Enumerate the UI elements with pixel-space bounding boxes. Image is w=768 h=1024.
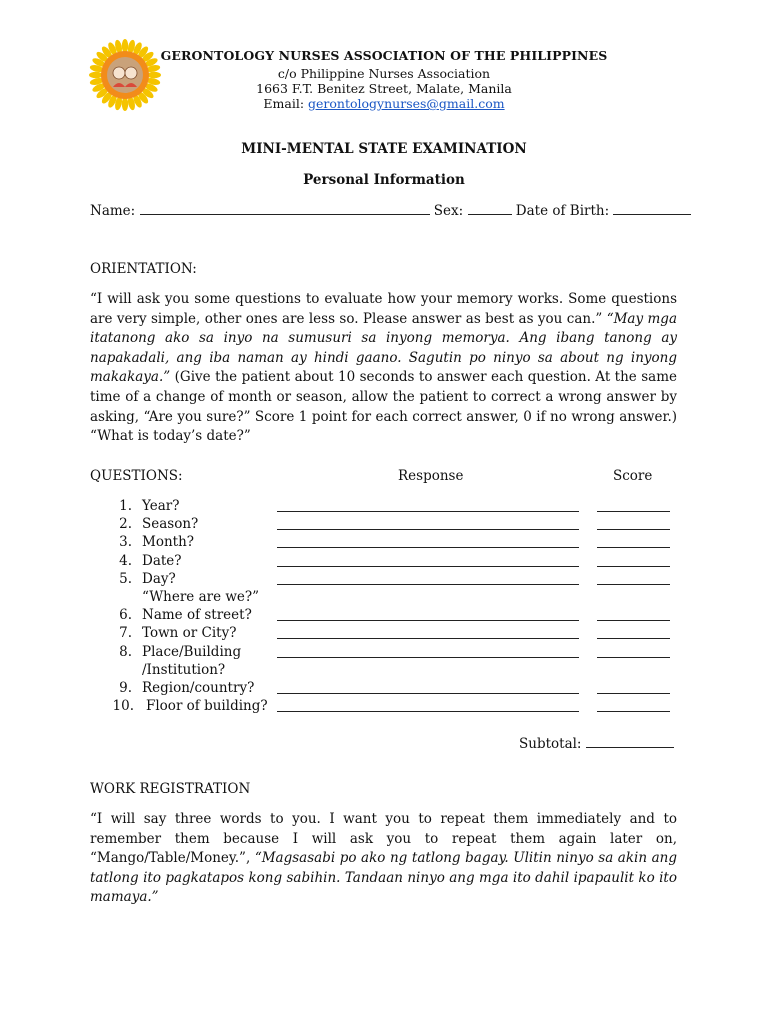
response-field[interactable] — [277, 692, 579, 694]
score-field[interactable] — [597, 656, 670, 658]
registration-intro-filipino: “Magsasabi po ako ng tatlong bagay. Ulitin ninyo sa akin ang tatlong ito pagkatapos kong sabihin. Tandaan ninyo ang mga ito dahil ipapaulit ko ito mamaya.” — [90, 850, 678, 906]
question-text: Season? — [142, 516, 199, 532]
document-title: MINI-MENTAL STATE EXAMINATION — [241, 141, 527, 157]
score-field[interactable] — [597, 546, 670, 548]
score-field[interactable] — [597, 619, 670, 621]
orientation-instructions: (Give the patient about 10 seconds to answer each question. At the same time of a change of month or season, allow the patient to correct a wrong answer by asking, “Are you sure?” Score 1 point for each correct answer, 0 if no wrong answer.) “What is today’s date?” — [90, 369, 677, 445]
question-number: 4. — [119, 553, 132, 569]
response-field[interactable] — [277, 710, 579, 712]
question-text: Year? — [142, 498, 180, 514]
question-number: 7. — [119, 625, 132, 641]
question-text: Date? — [142, 553, 182, 569]
sex-field[interactable] — [468, 201, 512, 215]
email-label: Email: — [263, 96, 309, 111]
registration-intro-english: “I will say three words to you. I want you to repeat them immediately and to remember them because I will ask you to repeat them again later on, “Mango/Table/Money.”, — [90, 811, 677, 867]
response-field[interactable] — [277, 528, 579, 530]
response-field[interactable] — [277, 656, 579, 658]
question-text: Place/Building — [142, 644, 242, 660]
sex-label: Sex: — [433, 203, 464, 219]
questions-heading: QUESTIONS: — [90, 468, 183, 484]
question-number: 2. — [119, 516, 132, 532]
personal-info-row — [90, 201, 691, 219]
subtotal-label: Subtotal: — [519, 736, 582, 752]
registration-heading: WORK REGISTRATION — [90, 781, 251, 797]
dob-field[interactable] — [613, 201, 691, 215]
care-of-line: c/o Philippine Nurses Association — [277, 66, 491, 81]
registration-paragraph — [90, 810, 677, 908]
question-text: Region/country? — [142, 680, 255, 696]
response-field[interactable] — [277, 565, 579, 567]
question-text: Floor of building? — [146, 698, 268, 714]
score-field[interactable] — [597, 692, 670, 694]
question-number: 3. — [119, 534, 132, 550]
score-column-header: Score — [613, 468, 653, 484]
orientation-intro-english: “I will ask you some questions to evaluate how your memory works. Some questions are very simple, other ones are less so. Please answer as best as you can.” — [90, 291, 677, 327]
organization-name: GERONTOLOGY NURSES ASSOCIATION OF THE PHILIPPINES — [160, 48, 608, 63]
question-number: 8. — [119, 644, 132, 660]
email-link[interactable]: gerontologynurses@gmail.com — [308, 96, 505, 111]
address-line: 1663 F.T. Benitez Street, Malate, Manila — [256, 81, 512, 96]
question-text: Name of street? — [142, 607, 252, 623]
question-text: Month? — [142, 534, 195, 550]
subtotal-field[interactable] — [586, 734, 674, 748]
response-column-header: Response — [398, 468, 464, 484]
question-number: 9. — [119, 680, 132, 696]
question-text: /Institution? — [142, 662, 226, 678]
orientation-heading: ORIENTATION: — [90, 261, 197, 277]
score-field[interactable] — [597, 637, 670, 639]
response-field[interactable] — [277, 546, 579, 548]
response-field[interactable] — [277, 583, 579, 585]
email-line — [0, 96, 768, 111]
score-field[interactable] — [597, 583, 670, 585]
question-text: “Where are we?” — [142, 589, 260, 605]
score-field[interactable] — [597, 528, 670, 530]
question-text: Town or City? — [142, 625, 237, 641]
section-subtitle: Personal Information — [303, 172, 465, 188]
name-label: Name: — [90, 203, 136, 219]
response-field[interactable] — [277, 510, 579, 512]
score-field[interactable] — [597, 710, 670, 712]
response-field[interactable] — [277, 637, 579, 639]
question-number: 1. — [119, 498, 132, 514]
name-field[interactable] — [140, 201, 430, 215]
dob-label: Date of Birth: — [515, 203, 610, 219]
response-field[interactable] — [277, 619, 579, 621]
question-text: Day? — [142, 571, 176, 587]
question-number: 10. — [112, 698, 134, 714]
orientation-paragraph — [90, 290, 677, 447]
subtotal-row — [519, 734, 674, 752]
question-number: 6. — [119, 607, 132, 623]
question-number: 5. — [119, 571, 132, 587]
score-field[interactable] — [597, 565, 670, 567]
score-field[interactable] — [597, 510, 670, 512]
orientation-intro-filipino: “May mga itatanong ako sa inyo na sumusuri sa inyong memorya. Ang ibang tanong ay napakadali, ang iba naman ay hindi gaano. Sagutin po ninyo sa about ng inyong makakaya.” — [90, 310, 678, 386]
